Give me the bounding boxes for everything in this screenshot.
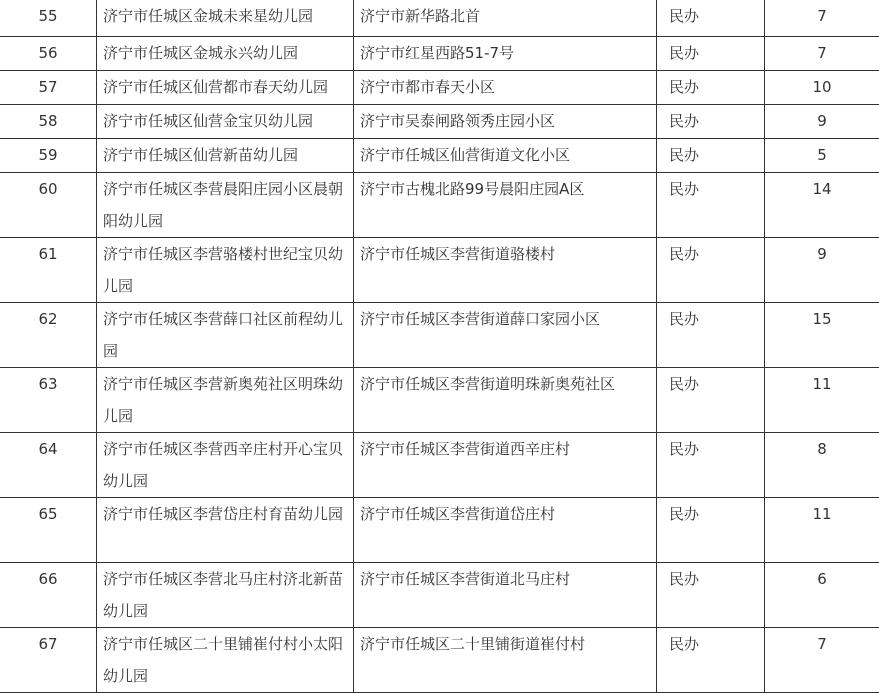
class-count: 10 bbox=[765, 71, 879, 105]
kindergarten-name: 济宁市任城区二十里铺崔付村小太阳幼儿园 bbox=[97, 628, 354, 693]
ownership-type: 民办 bbox=[657, 628, 765, 693]
kindergarten-name: 济宁市任城区李营西辛庄村开心宝贝幼儿园 bbox=[97, 433, 354, 498]
table-row bbox=[0, 303, 879, 368]
ownership-type: 民办 bbox=[657, 37, 765, 71]
table-row bbox=[0, 498, 879, 563]
table-row bbox=[0, 105, 879, 139]
ownership-type: 民办 bbox=[657, 105, 765, 139]
kindergarten-name: 济宁市任城区李营骆楼村世纪宝贝幼儿园 bbox=[97, 238, 354, 303]
kindergarten-address: 济宁市红星西路51-7号 bbox=[354, 37, 657, 71]
table-row bbox=[0, 37, 879, 71]
kindergarten-address: 济宁市任城区李营街道北马庄村 bbox=[354, 563, 657, 628]
ownership-type: 民办 bbox=[657, 563, 765, 628]
class-count: 7 bbox=[765, 0, 879, 37]
kindergarten-address: 济宁市任城区李营街道薛口家园小区 bbox=[354, 303, 657, 368]
ownership-type: 民办 bbox=[657, 433, 765, 498]
table-row bbox=[0, 0, 879, 37]
row-number: 65 bbox=[0, 498, 97, 563]
row-number: 62 bbox=[0, 303, 97, 368]
kindergarten-address: 济宁市任城区李营街道西辛庄村 bbox=[354, 433, 657, 498]
table-row bbox=[0, 139, 879, 173]
ownership-type: 民办 bbox=[657, 303, 765, 368]
kindergarten-name: 济宁市任城区仙营都市春天幼儿园 bbox=[97, 71, 354, 105]
kindergarten-name: 济宁市任城区金城未来星幼儿园 bbox=[97, 0, 354, 37]
ownership-type: 民办 bbox=[657, 139, 765, 173]
row-number: 56 bbox=[0, 37, 97, 71]
class-count: 8 bbox=[765, 433, 879, 498]
kindergarten-address: 济宁市任城区仙营街道文化小区 bbox=[354, 139, 657, 173]
kindergarten-address: 济宁市任城区李营街道明珠新奥苑社区 bbox=[354, 368, 657, 433]
kindergarten-name: 济宁市任城区李营晨阳庄园小区晨朝阳幼儿园 bbox=[97, 173, 354, 238]
table-row bbox=[0, 563, 879, 628]
kindergarten-name: 济宁市任城区李营北马庄村济北新苗幼儿园 bbox=[97, 563, 354, 628]
row-number: 63 bbox=[0, 368, 97, 433]
row-number: 64 bbox=[0, 433, 97, 498]
row-number: 67 bbox=[0, 628, 97, 693]
ownership-type: 民办 bbox=[657, 173, 765, 238]
row-number: 58 bbox=[0, 105, 97, 139]
table-row bbox=[0, 368, 879, 433]
kindergarten-address: 济宁市都市春天小区 bbox=[354, 71, 657, 105]
row-number: 66 bbox=[0, 563, 97, 628]
class-count: 6 bbox=[765, 563, 879, 628]
class-count: 11 bbox=[765, 498, 879, 563]
ownership-type: 民办 bbox=[657, 71, 765, 105]
table-row bbox=[0, 628, 879, 693]
kindergarten-address: 济宁市任城区二十里铺街道崔付村 bbox=[354, 628, 657, 693]
class-count: 11 bbox=[765, 368, 879, 433]
row-number: 55 bbox=[0, 0, 97, 37]
class-count: 9 bbox=[765, 105, 879, 139]
kindergarten-name: 济宁市任城区李营岱庄村育苗幼儿园 bbox=[97, 498, 354, 563]
table-row bbox=[0, 173, 879, 238]
kindergarten-name: 济宁市任城区仙营金宝贝幼儿园 bbox=[97, 105, 354, 139]
kindergarten-address: 济宁市古槐北路99号晨阳庄园A区 bbox=[354, 173, 657, 238]
kindergarten-name: 济宁市任城区金城永兴幼儿园 bbox=[97, 37, 354, 71]
row-number: 57 bbox=[0, 71, 97, 105]
ownership-type: 民办 bbox=[657, 238, 765, 303]
row-number: 60 bbox=[0, 173, 97, 238]
kindergarten-address: 济宁市任城区李营街道岱庄村 bbox=[354, 498, 657, 563]
class-count: 14 bbox=[765, 173, 879, 238]
row-number: 59 bbox=[0, 139, 97, 173]
table-row bbox=[0, 238, 879, 303]
class-count: 15 bbox=[765, 303, 879, 368]
class-count: 9 bbox=[765, 238, 879, 303]
kindergarten-address: 济宁市吴泰闸路领秀庄园小区 bbox=[354, 105, 657, 139]
ownership-type: 民办 bbox=[657, 368, 765, 433]
class-count: 7 bbox=[765, 628, 879, 693]
ownership-type: 民办 bbox=[657, 498, 765, 563]
kindergarten-address: 济宁市新华路北首 bbox=[354, 0, 657, 37]
kindergarten-name: 济宁市任城区仙营新苗幼儿园 bbox=[97, 139, 354, 173]
kindergarten-name: 济宁市任城区李营薛口社区前程幼儿园 bbox=[97, 303, 354, 368]
row-number: 61 bbox=[0, 238, 97, 303]
ownership-type: 民办 bbox=[657, 0, 765, 37]
table-row bbox=[0, 433, 879, 498]
class-count: 5 bbox=[765, 139, 879, 173]
table-row bbox=[0, 71, 879, 105]
class-count: 7 bbox=[765, 37, 879, 71]
kindergarten-address: 济宁市任城区李营街道骆楼村 bbox=[354, 238, 657, 303]
kindergarten-name: 济宁市任城区李营新奥苑社区明珠幼儿园 bbox=[97, 368, 354, 433]
